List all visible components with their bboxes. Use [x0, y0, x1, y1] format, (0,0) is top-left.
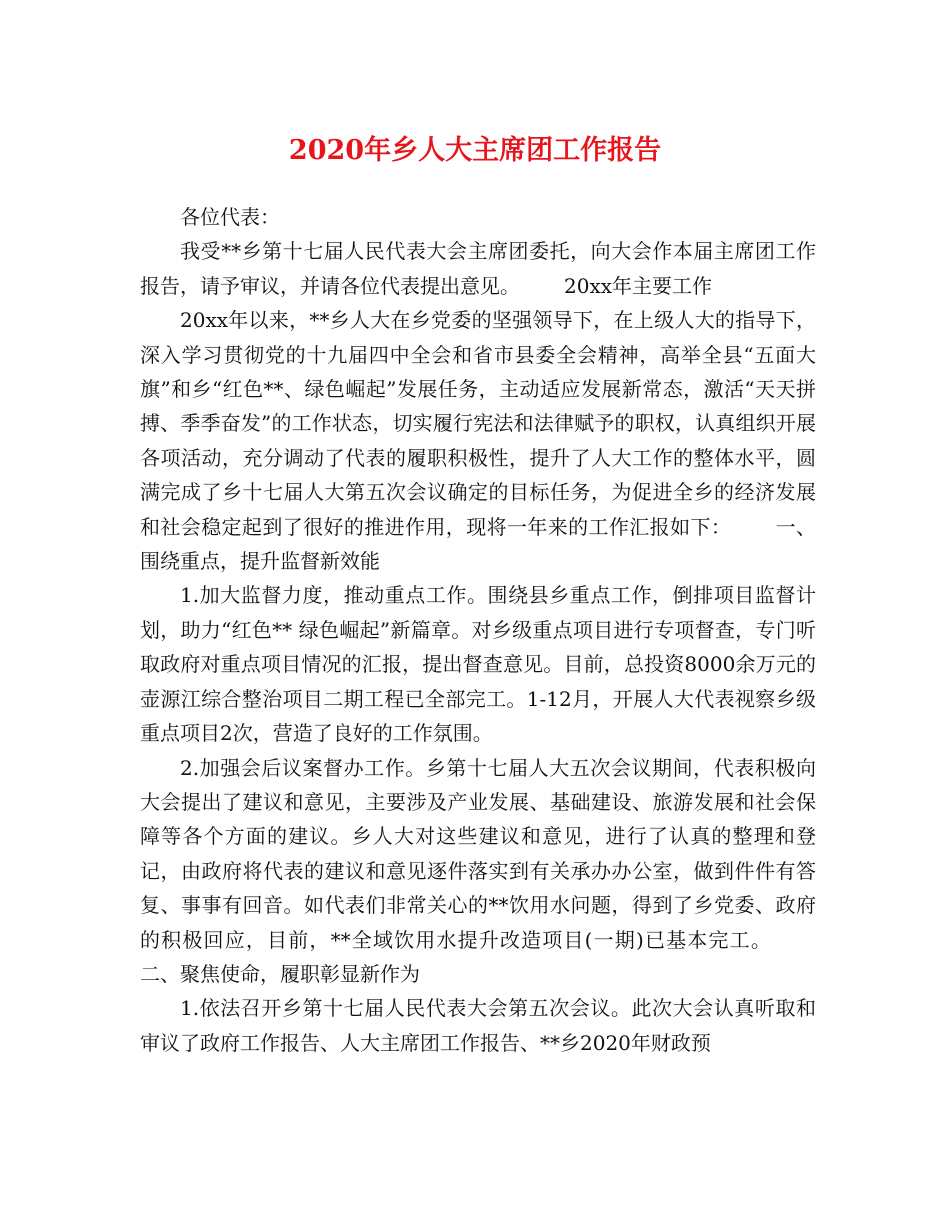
paragraph-text: 我受**乡第十七届人民代表大会主席团委托，向大会作本届主席团工作报告，请予审议，并请各位代表提出意见。 — [140, 239, 816, 298]
paragraph — [140, 303, 816, 578]
section-heading: 二、聚焦使命，履职彰显新作为 — [140, 961, 420, 986]
salutation — [140, 200, 816, 234]
paragraph-text: 2.加强会后议案督办工作。乡第十七届人大五次会议期间，代表积极向大会提出了建议和意见，主要涉及产业发展、基础建设、旅游发展和社会保障等各个方面的建议。乡人大对这些建议和意见，进行了认真的整理和登记，由政府将代表的建议和意见逐件落实到有关承办办公室，做到件件有答复、事事有回音。如代表们非常关心的**饮用水问题，得到了乡党委、政府的积极回应，目前，**全域饮用水提升改造项目(一期)已基本完工。 — [140, 755, 816, 952]
paragraph-text: 1.依法召开乡第十七届人民代表大会第五次会议。此次大会认真听取和审议了政府工作报告、人大主席团工作报告、**乡2020年财政预 — [140, 996, 816, 1055]
document-body — [140, 200, 816, 1060]
paragraph-text: 20xx年以来，**乡人大在乡党委的坚强领导下，在上级人大的指导下，深入学习贯彻党的十九届四中全会和省市县委全会精神，高举全县“五面大旗”和乡“红色**、绿色崛起”发展任务，主动适应发展新常态，激活“天天拼搏、季季奋发”的工作状态，切实履行宪法和法律赋予的职权，认真组织开展各项活动，充分调动了代表的履职积极性，提升了人大工作的整体水平，圆满完成了乡十七届人大第五次会议确定的目标任务，为促进全乡的经济发展和社会稳定起到了很好的推进作用，现将一年来的工作汇报如下： — [140, 308, 816, 539]
document-title: 2020年乡人大主席团工作报告 — [288, 135, 662, 166]
section-heading: 一、围绕重点，提升监督新效能 — [140, 514, 817, 574]
paragraph — [140, 578, 816, 750]
salutation-text: 各位代表： — [180, 205, 280, 229]
paragraph — [140, 234, 816, 303]
paragraph — [140, 751, 816, 992]
paragraph — [140, 991, 816, 1060]
paragraph-text: 1.加大监督力度，推动重点工作。围绕县乡重点工作，倒排项目监督计划，助力“红色** 绿色崛起”新篇章。对乡级重点项目进行专项督查，专门听取政府对重点项目情况的汇报，提出督查意见。目前，总投资8000余万元的壶源江综合整治项目二期工程已全部完工。1-12月，开展人大代表视察乡级重点项目2次，营造了良好的工作氛围。 — [140, 583, 816, 746]
section-heading: 20xx年主要工作 — [564, 273, 713, 298]
